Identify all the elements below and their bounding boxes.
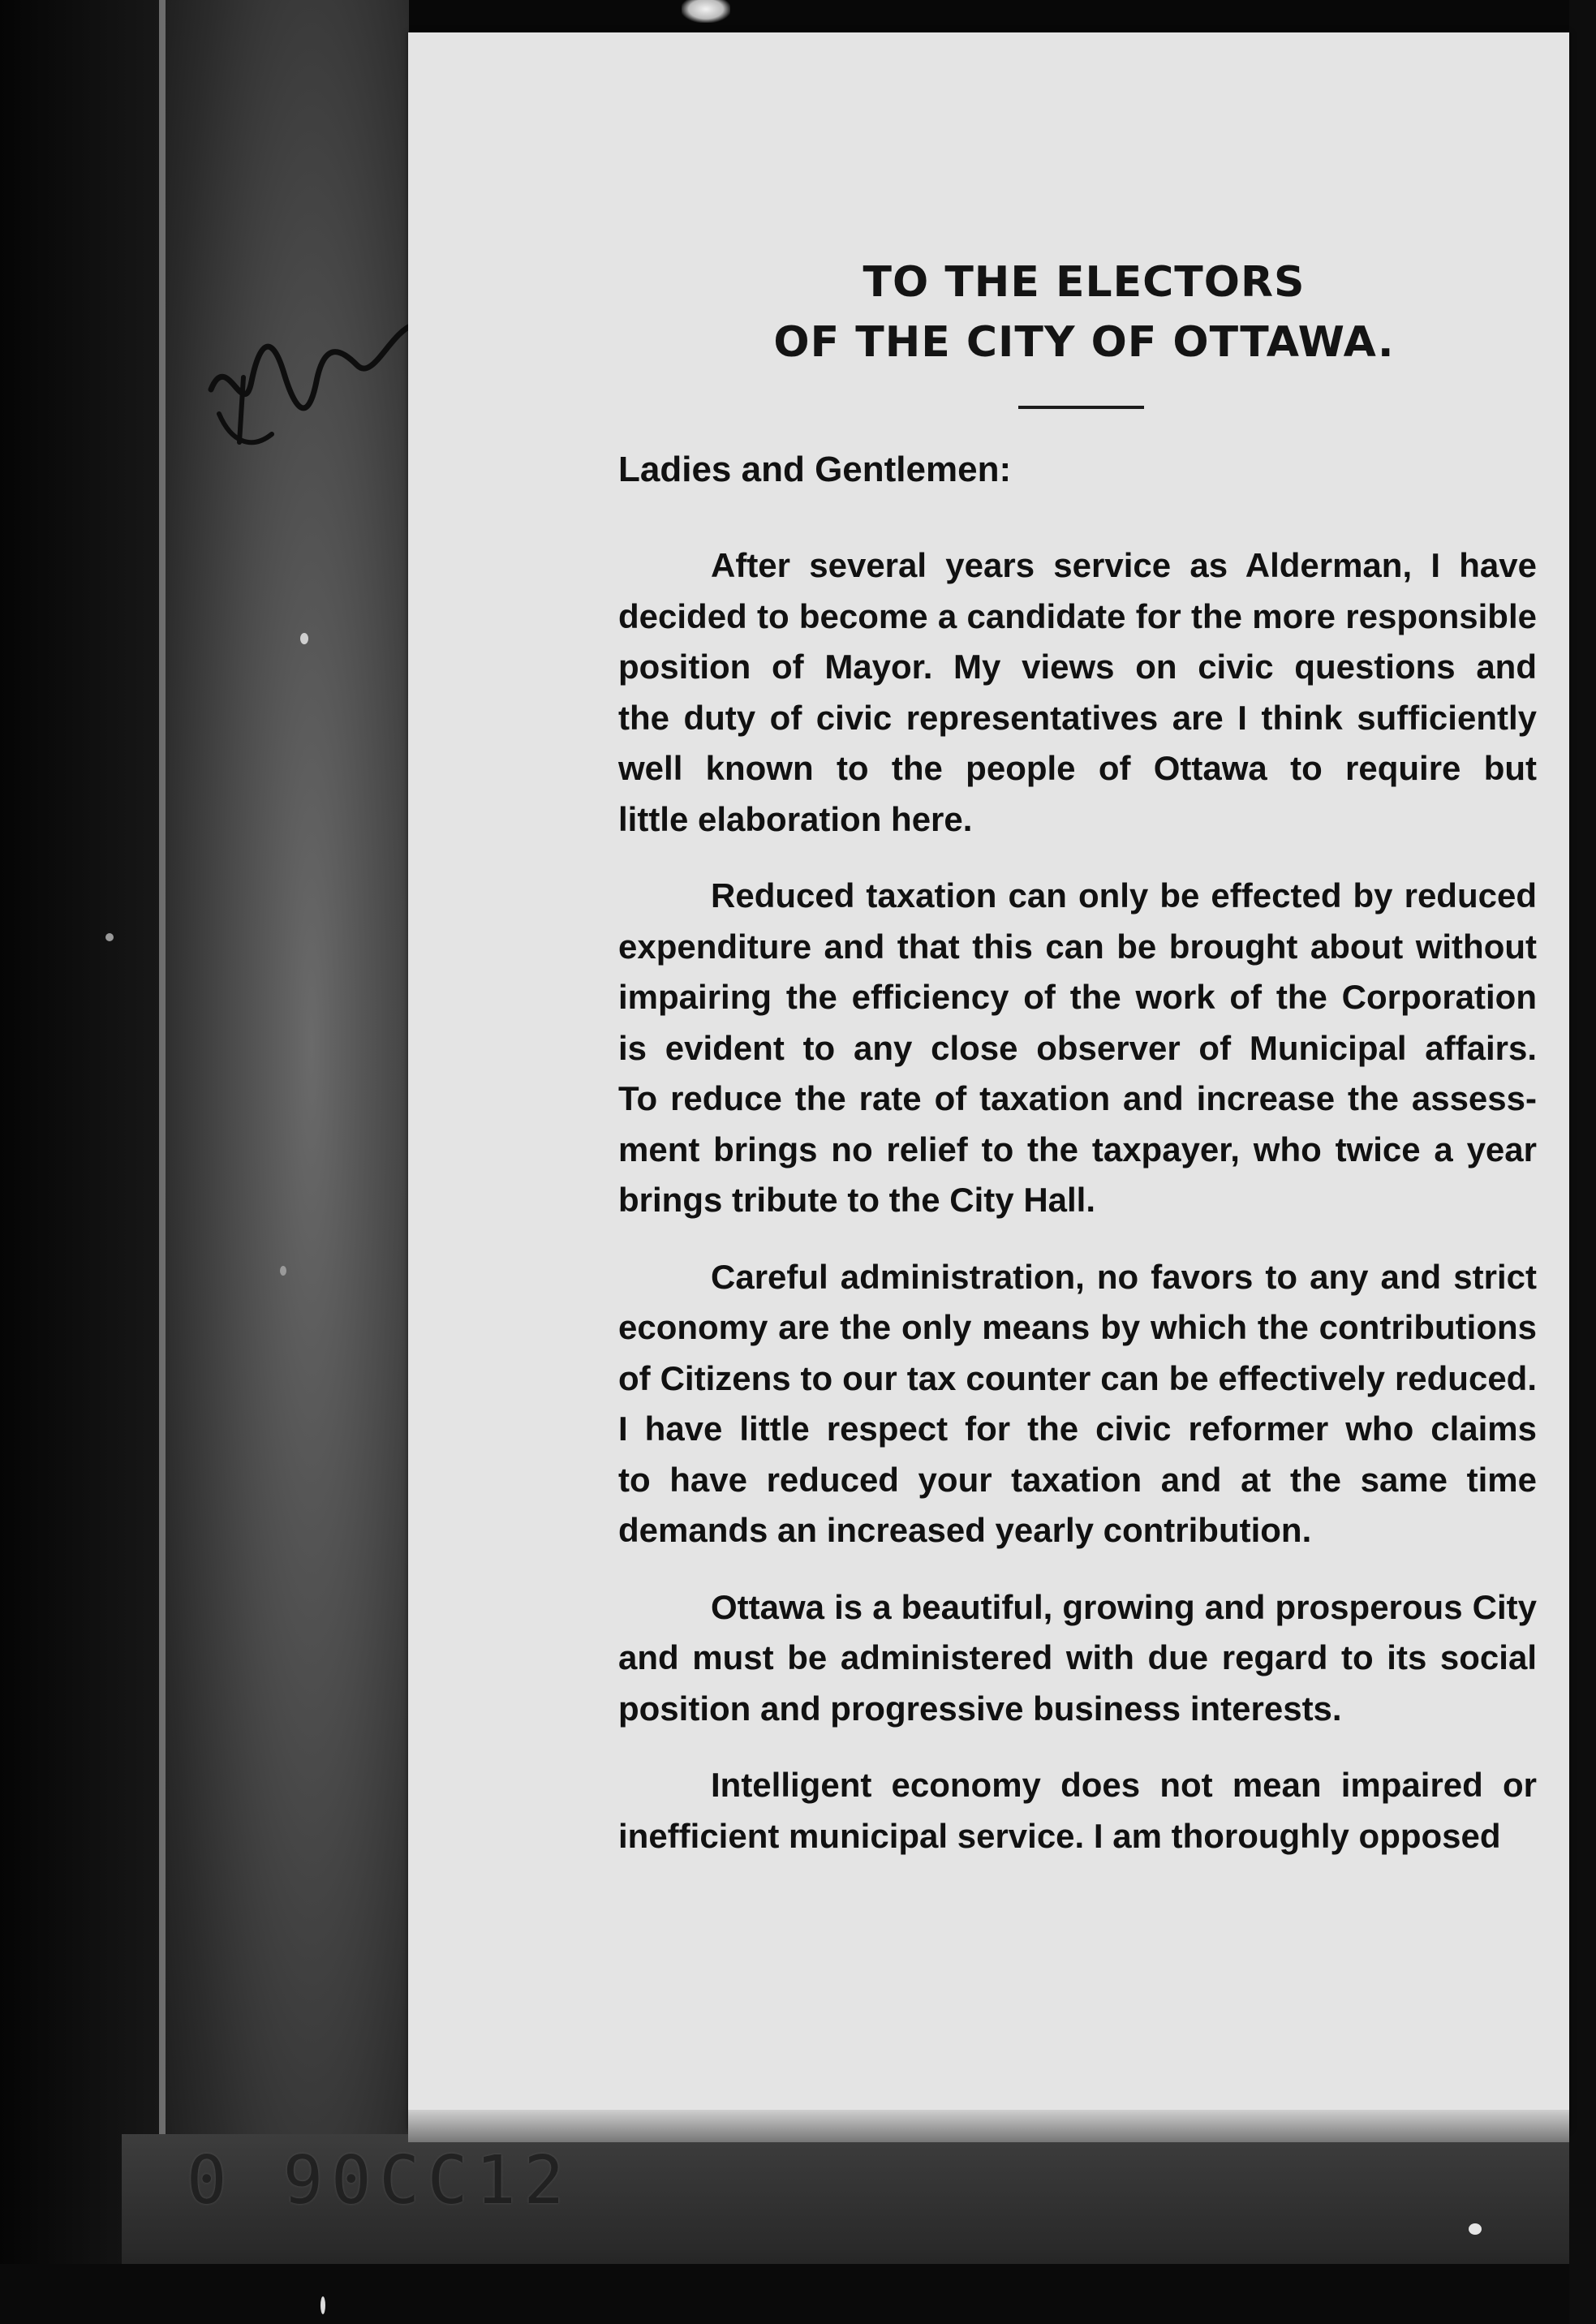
dust-speck (105, 933, 114, 941)
text-line: and must be administered with due regard to its social (618, 1638, 1537, 1676)
text-line: I have little respect for the civic reformer who claims (618, 1409, 1537, 1448)
dust-speck (1469, 2223, 1482, 2235)
text-line: the duty of civic representatives are I think sufficiently (618, 698, 1537, 737)
dust-speck (280, 1266, 286, 1276)
letter-body (618, 445, 1537, 1887)
text-line: decided to become a candidate for the more responsible (618, 596, 1537, 635)
text-line: Ottawa is a beautiful, growing and prosperous City (711, 1587, 1537, 1626)
text-line: After several years service as Alderman, I have (711, 546, 1537, 584)
handwritten-signature (195, 300, 422, 479)
text-line: Careful administration, no favors to any and strict (711, 1257, 1537, 1296)
bottom-shadow (0, 2264, 1596, 2324)
text-line: brings tribute to the City Hall. (618, 1181, 1096, 1219)
spine-edge (159, 0, 166, 2191)
paragraph (618, 1582, 1537, 1735)
text-line: demands an increased yearly contribution. (618, 1511, 1312, 1549)
title-line-1: TO THE ELECTORS (863, 258, 1306, 307)
text-line: position of Mayor. My views on civic questions and (618, 648, 1537, 686)
dust-speck (320, 2296, 325, 2314)
text-line: is evident to any close observer of Municipal affairs. (618, 1028, 1537, 1067)
title-divider (1018, 406, 1144, 409)
top-smudge (682, 0, 730, 23)
text-line: inefficient municipal service. I am thoroughly opposed (618, 1816, 1501, 1855)
text-line: expenditure and that this can be brought about without (618, 927, 1537, 966)
salutation: Ladies and Gentlemen: (618, 450, 1012, 489)
dust-speck (300, 633, 308, 644)
call-number-stamp: 0 90CC12 (187, 2142, 572, 2219)
text-line: Intelligent economy does not mean impaired or (711, 1766, 1537, 1804)
text-line: economy are the only means by which the contributions (618, 1308, 1537, 1346)
paragraph (618, 1760, 1537, 1861)
text-line: position and progressive business interests. (618, 1689, 1342, 1728)
text-line: little elaboration here. (618, 799, 973, 838)
text-line: well known to the people of Ottawa to require but (618, 749, 1537, 787)
text-line: impairing the efficiency of the work of the Corporation (618, 978, 1537, 1016)
text-line: To reduce the rate of taxation and increase the assess- (618, 1079, 1537, 1117)
paragraph (618, 1252, 1537, 1556)
text-line: to have reduced your taxation and at the same time (618, 1460, 1537, 1499)
paragraph (618, 871, 1537, 1226)
title-line-2: OF THE CITY OF OTTAWA. (773, 318, 1395, 367)
text-line: of Citizens to our tax counter can be effectively reduced. (618, 1358, 1537, 1397)
text-line: ment brings no relief to the taxpayer, who twice a year (618, 1130, 1537, 1168)
paragraph (618, 540, 1537, 845)
page-bottom-shade (408, 2110, 1569, 2142)
paragraphs (618, 540, 1537, 1861)
text-line: Reduced taxation can only be effected by reduced (711, 876, 1537, 915)
